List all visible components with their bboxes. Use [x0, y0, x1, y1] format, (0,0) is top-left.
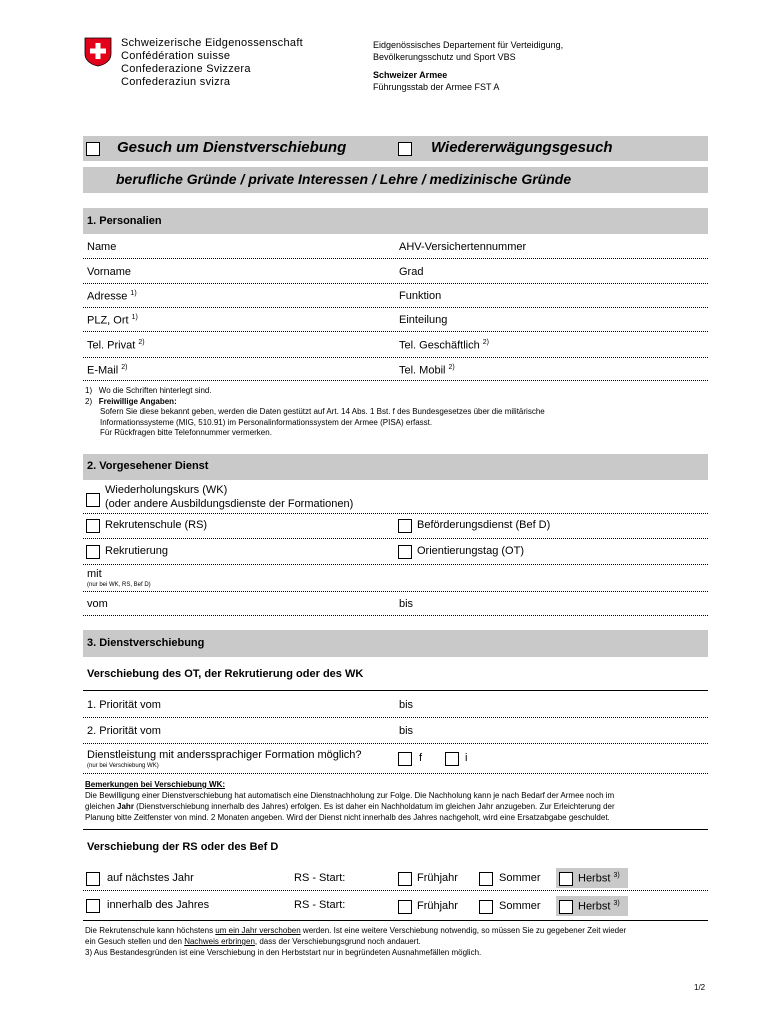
vorname-label: Vorname — [87, 266, 132, 278]
fruehjahr-label-1: Frühjahr — [417, 872, 458, 884]
wiedererwaegung-checkbox[interactable] — [398, 142, 412, 156]
department-line2: Bevölkerungsschutz und Sport VBS — [373, 52, 516, 62]
subsection-ot-wk-title: Verschiebung des OT, der Rekrutierung oder des WK — [87, 668, 364, 680]
tel-mobil-label: Tel. Mobil $^{2)}$ — [399, 364, 455, 377]
section2-title: 2. Vorgesehener Dienst — [87, 460, 209, 472]
email-label: E-Mail $^{2)}$ — [87, 364, 128, 377]
innerhalb-jahr-checkbox[interactable] — [86, 899, 100, 913]
army-name: Schweizer Armee — [373, 70, 448, 80]
plz-ort-field-line[interactable] — [83, 331, 708, 332]
prio1-label: 1. Priorität vom — [87, 699, 161, 711]
note-2: 2) Freiwillige Angaben: — [85, 396, 177, 406]
naechstes-jahr-label: auf nächstes Jahr — [107, 872, 194, 884]
fruehjahr-checkbox-1[interactable] — [398, 872, 412, 886]
section3-title: 3. Dienstverschiebung — [87, 637, 205, 649]
fruehjahr-checkbox-2[interactable] — [398, 900, 412, 914]
herbst-label-2: Herbst $^{3)}$ — [578, 900, 620, 913]
ahv-label: AHV-Versichertennummer — [399, 241, 527, 253]
rekrutierung-checkbox[interactable] — [86, 545, 100, 559]
wk-row-line — [83, 513, 708, 514]
remarks-line2: gleichen Jahr (Dienstverschiebung innerhalb des Jahres) erfolgen. Es ist daher ein Nachholdatum im gleichen Jahr anzugeben. Zur Erleichterung der — [85, 802, 615, 811]
section1-title: 1. Personalien — [87, 215, 162, 227]
rs-label: Rekrutenschule (RS) — [105, 519, 208, 531]
org-line-fr: Confédération suisse — [121, 50, 231, 62]
rs-start-label-1: RS - Start: — [294, 872, 346, 884]
formation-f-label: f — [419, 752, 423, 764]
formation-question: Dienstleistung mit anderssprachiger Formation möglich? — [87, 749, 362, 761]
gesuch-checkbox[interactable] — [86, 142, 100, 156]
befd-label: Beförderungsdienst (Bef D) — [417, 519, 551, 531]
staff-name: Führungsstab der Armee FST A — [373, 82, 500, 92]
name-field-line[interactable] — [83, 258, 708, 259]
rs-footer-line2: ein Gesuch stellen und den Nachweis erbringen, dass der Verschiebungsgrund noch andauert. — [85, 937, 421, 946]
remarks-wk — [85, 779, 710, 823]
subtitle: berufliche Gründe / private Interessen / Lehre / medizinische Gründe — [116, 171, 572, 187]
rs-row-line — [83, 538, 708, 539]
department-line1: Eidgenössisches Departement für Verteidigung, — [373, 40, 564, 50]
ot-label: Orientierungstag (OT) — [417, 545, 524, 557]
formation-note: (nur bei Verschiebung WK) — [87, 763, 159, 769]
herbst-checkbox-2[interactable] — [559, 900, 573, 914]
prio1-field-line[interactable] — [83, 717, 708, 718]
naechstes-jahr-checkbox[interactable] — [86, 872, 100, 886]
einteilung-label: Einteilung — [399, 314, 448, 326]
formation-f-checkbox[interactable] — [398, 752, 412, 766]
prio2-label: 2. Priorität vom — [87, 725, 161, 737]
funktion-label: Funktion — [399, 290, 442, 302]
ot-checkbox[interactable] — [398, 545, 412, 559]
swiss-cross-icon — [84, 37, 112, 67]
sommer-checkbox-2[interactable] — [479, 900, 493, 914]
rs-footer-notes — [85, 925, 710, 958]
rs-start-label-2: RS - Start: — [294, 899, 346, 911]
section1-notes — [85, 386, 710, 439]
vom-label: vom — [87, 598, 108, 610]
department-block — [373, 39, 563, 93]
email-field-line[interactable] — [83, 380, 708, 381]
org-line-it: Confederazione Svizzera — [121, 63, 251, 75]
sommer-checkbox-1[interactable] — [479, 872, 493, 886]
wk-checkbox[interactable] — [86, 493, 100, 507]
tel-privat-label: Tel. Privat $^{2)}$ — [87, 339, 145, 352]
innerhalb-jahr-label: innerhalb des Jahres — [107, 899, 210, 911]
sommer-label-1: Sommer — [499, 872, 541, 884]
prio2-bis-label: bis — [399, 725, 414, 737]
herbst-label-1: Herbst $^{3)}$ — [578, 872, 620, 885]
subsection-rs-befd-title: Verschiebung der RS oder des Bef D — [87, 841, 279, 853]
fruehjahr-label-2: Frühjahr — [417, 900, 458, 912]
rekrutierung-row-line — [83, 564, 708, 565]
plz-ort-label: PLZ, Ort $^{1)}$ — [87, 314, 138, 327]
org-line-de: Schweizerische Eidgenossenschaft — [121, 37, 304, 49]
row1-line — [83, 890, 708, 891]
adresse-label: Adresse $^{1)}$ — [87, 290, 137, 303]
org-line-rm: Confederaziun svizra — [121, 76, 231, 88]
tel-geschaeftlich-label: Tel. Geschäftlich $^{2)}$ — [399, 339, 489, 352]
wk-label: Wiederholungskurs (WK) (oder andere Ausbildungsdienste der Formationen) — [105, 484, 354, 510]
tel-privat-field-line[interactable] — [83, 357, 708, 358]
org-names — [121, 37, 303, 89]
note-2-line2: Informationssysteme (MIG, 510.91) im Personalinformationssystem der Armee (PISA) erfasst. — [100, 417, 433, 427]
section1-header — [83, 208, 708, 234]
rekrutierung-label: Rekrutierung — [105, 545, 168, 557]
bis-label: bis — [399, 598, 414, 610]
formation-row-line — [83, 773, 708, 774]
adresse-field-line[interactable] — [83, 307, 708, 308]
mit-field-line[interactable] — [83, 591, 708, 592]
note-1: 1) Wo die Schriften hinterlegt sind. — [85, 386, 212, 395]
mit-note: (nur bei WK, RS, Bef D) — [87, 582, 151, 588]
title-option-gesuch: Gesuch um Dienstverschiebung — [117, 139, 347, 156]
rs-footer-line3: 3) Aus Bestandesgründen ist eine Verschiebung in den Herbststart nur in begründeten Ausnahmefällen möglich. — [85, 948, 482, 957]
remarks-line3: Planung bitte Zeitfenster von mind. 2 Monaten angeben. Wird der Dienst nicht innerhalb des Jahres nachgeholt, wird eine Ersatzabgabe geschuldet. — [85, 813, 610, 822]
note-2-line1: Sofern Sie diese bekannt geben, werden die Daten gestützt auf Art. 14 Abs. 1 Bst. f des Bundesgesetzes über die militärische — [100, 407, 545, 416]
remarks-bottom-line — [83, 829, 708, 830]
row2-line — [83, 920, 708, 921]
subsection-ot-wk-line — [83, 690, 708, 691]
title-option-wiedererwaegung: Wiedererwägungsgesuch — [431, 139, 613, 156]
remarks-title: Bemerkungen bei Verschiebung WK: — [85, 780, 226, 789]
mit-label: mit — [87, 568, 102, 580]
page-number: 1/2 — [694, 983, 706, 992]
grad-label: Grad — [399, 266, 424, 278]
herbst-checkbox-1[interactable] — [559, 872, 573, 886]
befd-checkbox[interactable] — [398, 519, 412, 533]
rs-footer-line1: Die Rekrutenschule kann höchstens um ein Jahr verschoben werden. Ist eine weitere Verschiebung notwendig, so müssen Sie zu gegebener Zeit wieder — [85, 926, 627, 935]
prio1-bis-label: bis — [399, 699, 414, 711]
prio2-field-line[interactable] — [83, 743, 708, 744]
remarks-line1: Die Bewilligung einer Dienstverschiebung hat automatisch eine Dienstnachholung zur Folge. Die Nachholung kann je nach Bedarf der Armee noch im — [85, 791, 615, 800]
name-label: Name — [87, 241, 117, 253]
sommer-label-2: Sommer — [499, 900, 541, 912]
rs-checkbox[interactable] — [86, 519, 100, 533]
formation-i-label: i — [465, 752, 468, 764]
vom-bis-field-line[interactable] — [83, 615, 708, 616]
note-2-line3: Für Rückfragen bitte Telefonnummer vermerken. — [100, 428, 272, 437]
formation-i-checkbox[interactable] — [445, 752, 459, 766]
vorname-field-line[interactable] — [83, 283, 708, 284]
